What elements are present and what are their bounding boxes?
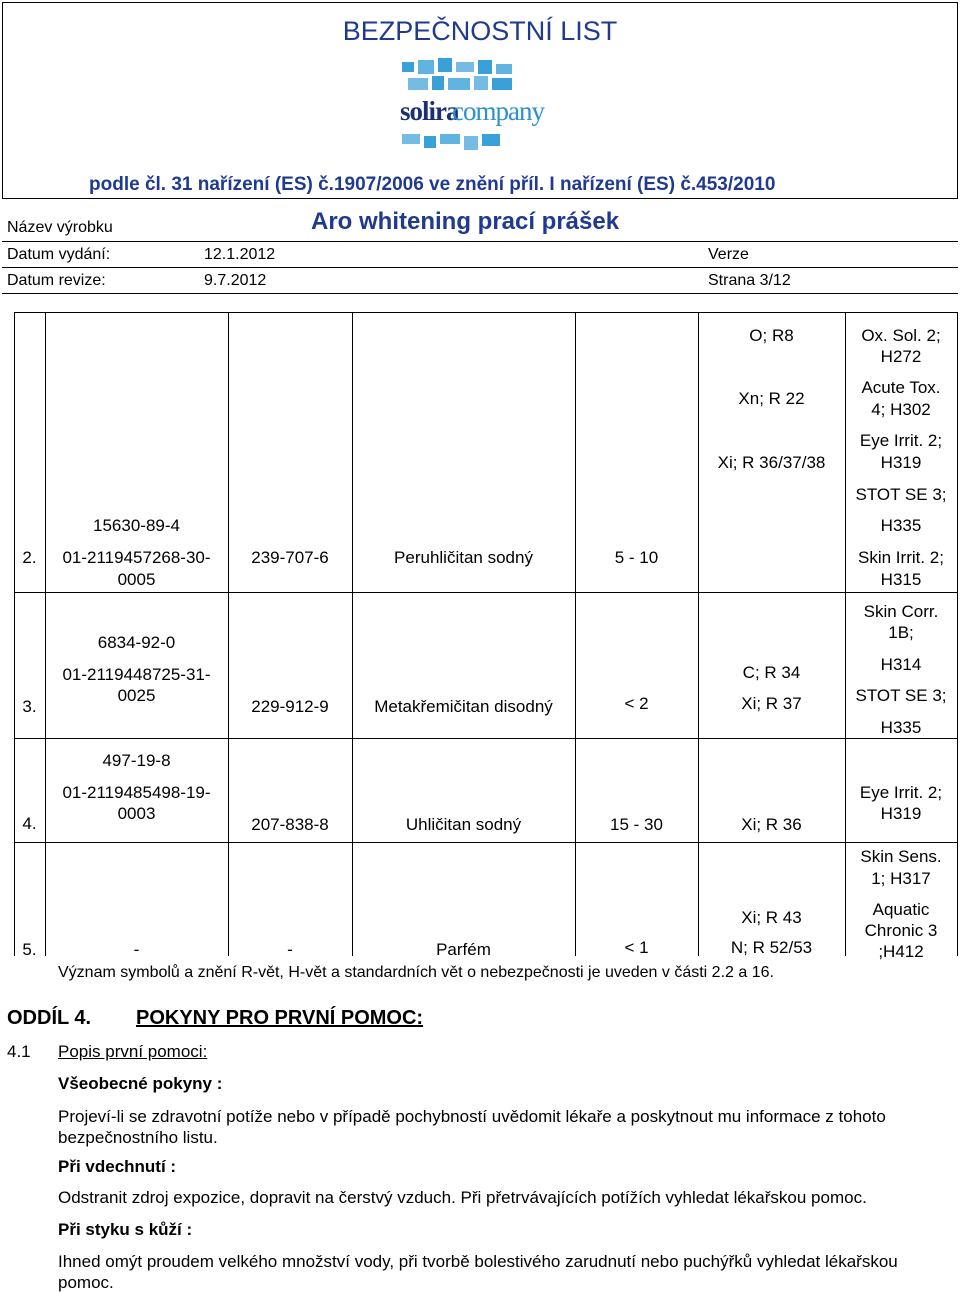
product-label: Název výrobku	[7, 219, 113, 236]
table-cell-h-phrase: H335	[880, 718, 922, 737]
table-cell-cas: -	[133, 940, 140, 959]
version-label: Verze	[708, 246, 749, 263]
table-cell-r-phrase: O; R8	[749, 326, 794, 345]
table-cell-h-phrase: H314	[880, 655, 922, 674]
table-cell-h-phrase: Ox. Sol. 2;	[861, 326, 941, 345]
general-instructions-label: Všeobecné pokyny :	[58, 1074, 223, 1093]
table-cell-h-phrase: Skin Corr.	[863, 602, 939, 621]
inhalation-text: Odstranit zdroj expozice, dopravit na čerstvý vzduch. Při přetrvávajících potížích vyhledat lékařskou pomoc.	[58, 1188, 867, 1207]
table-cell-ec: 229-912-9	[251, 697, 329, 716]
subsection-title: Popis první pomoci:	[58, 1042, 208, 1061]
revision-date-value: 9.7.2012	[204, 272, 267, 289]
table-cell-h-phrase: ;H412	[878, 942, 924, 961]
table-cell-row-number: 5.	[22, 940, 37, 959]
table-cell-concentration: < 1	[624, 938, 649, 957]
table-cell-r-phrase: N; R 52/53	[730, 938, 813, 957]
company-logo	[398, 56, 544, 160]
issue-date-value: 12.1.2012	[204, 246, 276, 263]
table-cell-h-phrase: H319	[880, 804, 922, 823]
table-cell-reg-number: 01-2119448725-31-	[62, 665, 211, 684]
table-col-divider	[228, 312, 229, 956]
table-cell-reg-number: 0005	[117, 570, 156, 589]
table-cell-substance-name: Metakřemičitan disodný	[374, 697, 553, 716]
table-cell-ec: 207-838-8	[251, 815, 329, 834]
table-cell-h-phrase: STOT SE 3;	[855, 686, 947, 705]
table-cell-h-phrase: Acute Tox.	[861, 378, 941, 397]
table-cell-h-phrase: Aquatic	[872, 900, 930, 919]
header-rule	[2, 198, 958, 199]
table-cell-ec: -	[287, 940, 293, 959]
table-cell-cas: 6834-92-0	[97, 633, 176, 652]
skin-contact-label: Při styku s kůží :	[58, 1220, 193, 1239]
subsection-number: 4.1	[7, 1042, 31, 1061]
table-cell-r-phrase: Xi; R 36	[741, 815, 802, 834]
table-cell-h-phrase: 1B;	[888, 623, 914, 642]
table-cell-cas: 15630-89-4	[93, 516, 180, 535]
table-cell-h-phrase: H335	[880, 516, 922, 535]
table-cell-cas: 497-19-8	[102, 751, 171, 770]
table-cell-h-phrase: Eye Irrit. 2;	[859, 783, 943, 802]
table-cell-h-phrase: H319	[880, 453, 922, 472]
table-cell-h-phrase: STOT SE 3;	[855, 485, 947, 504]
table-col-divider	[575, 312, 576, 956]
table-cell-row-number: 2.	[22, 548, 37, 567]
table-row-divider	[14, 738, 958, 739]
table-row-divider	[14, 842, 958, 843]
section-title: POKYNY PRO PRVNÍ POMOC:	[136, 1007, 424, 1029]
table-cell-reg-number: 0025	[117, 686, 156, 705]
logo-text-company: company	[452, 96, 544, 126]
table-cell-reg-number: 01-2119485498-19-	[62, 783, 211, 802]
table-cell-h-phrase: 1; H317	[871, 869, 931, 888]
table-cell-ec: 239-707-6	[251, 548, 329, 567]
table-right-border	[957, 312, 958, 956]
table-footnote: Význam symbolů a znění R-vět, H-vět a standardních vět o nebezpečnosti je uveden v části 2.2 a 16.	[58, 964, 774, 981]
logo-text-solira: solira	[400, 96, 459, 126]
table-cell-substance-name: Peruhličitan sodný	[394, 548, 533, 567]
regulation-text: podle čl. 31 nařízení (ES) č.1907/2006 ve znění příl. I nařízení (ES) č.453/2010	[89, 174, 776, 195]
inhalation-label: Při vdechnutí :	[58, 1157, 177, 1176]
section-number: ODDÍL 4.	[7, 1007, 92, 1029]
table-col-divider	[352, 312, 353, 956]
table-cell-substance-name: Parfém	[436, 940, 491, 959]
table-cell-h-phrase: Skin Sens.	[860, 847, 942, 866]
table-cell-r-phrase: Xi; R 37	[741, 694, 802, 713]
table-cell-concentration: 15 - 30	[610, 815, 663, 834]
header-frame-top	[2, 2, 958, 3]
table-cell-h-phrase: 4; H302	[871, 400, 931, 419]
table-cell-h-phrase: Eye Irrit. 2;	[859, 431, 943, 450]
table-left-border	[14, 312, 15, 956]
skin-contact-text: Ihned omýt proudem velkého množství vody, při tvorbě bolestivého zarudnutí nebo puchýřků vyhledat lékařskou pomoc.	[58, 1252, 898, 1292]
table-cell-h-phrase: Skin Irrit. 2;	[858, 548, 944, 567]
table-row-divider	[14, 592, 958, 593]
bottom-rule	[2, 293, 958, 294]
table-cell-reg-number: 01-2119457268-30-	[62, 548, 211, 567]
document-title: BEZPEČNOSTNÍ LIST	[342, 16, 618, 46]
table-cell-r-phrase: Xi; R 36/37/38	[717, 453, 826, 472]
general-instructions-text: Projeví-li se zdravotní potíže nebo v případě pochybností uvědomit lékaře a poskytnout mu informace z tohoto bezpečnostního listu.	[58, 1107, 886, 1147]
issue-rule	[2, 267, 958, 268]
table-cell-h-phrase: H315	[880, 570, 922, 589]
product-rule	[2, 241, 958, 242]
table-cell-concentration: 5 - 10	[614, 548, 659, 567]
revision-date-label: Datum revize:	[7, 272, 106, 289]
table-cell-h-phrase: H272	[880, 347, 922, 366]
table-cell-concentration: < 2	[624, 694, 649, 713]
product-name: Aro whitening prací prášek	[311, 208, 620, 235]
page-number: Strana 3/12	[708, 272, 791, 289]
table-cell-r-phrase: Xn; R 22	[738, 389, 805, 408]
table-cell-row-number: 3.	[22, 697, 37, 716]
table-cell-row-number: 4.	[22, 814, 37, 833]
issue-date-label: Datum vydání:	[7, 246, 111, 263]
table-cell-r-phrase: Xi; R 43	[741, 908, 802, 927]
table-cell-substance-name: Uhličitan sodný	[405, 815, 522, 834]
table-cell-r-phrase: C; R 34	[742, 663, 801, 682]
table-cell-reg-number: 0003	[117, 804, 156, 823]
table-cell-h-phrase: Chronic 3	[864, 921, 938, 940]
table-top-border	[14, 312, 958, 313]
